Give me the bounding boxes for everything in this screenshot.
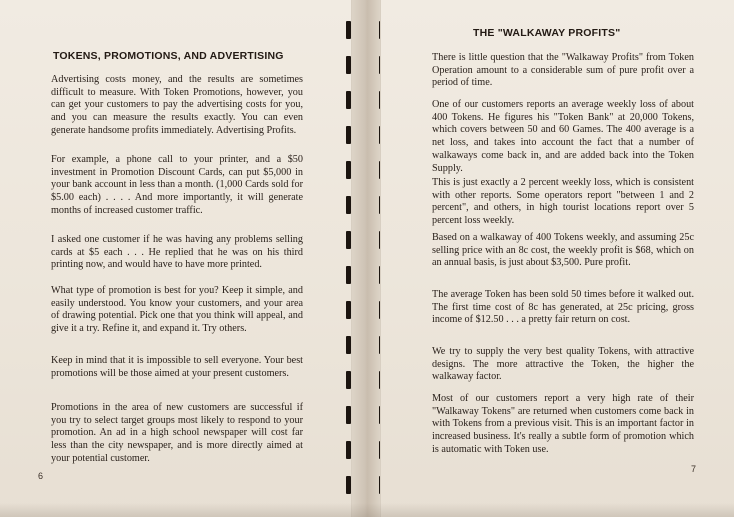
binding-coil <box>346 406 351 424</box>
left-paragraph-3: I asked one customer if he was having any problems selling cards at $5 each . . . He replied that he was on his third printing now, and would have to have more printed. <box>51 234 303 271</box>
binding-coil <box>346 371 351 389</box>
binding-coil <box>346 91 351 109</box>
right-paragraph-7: Most of our customers report a very high rate of their "Walkaway Tokens" are returned when customers come back in with Tokens from a previous visit. This is an important factor in increased business. It's really a subtle form of promotion which is automatic with Token use. <box>432 393 694 455</box>
right-paragraph-6: We try to supply the very best quality Tokens, with attractive designs. The more attractive the Token, the higher the walkaway factor. <box>432 346 694 383</box>
left-paragraph-4: What type of promotion is best for you? Keep it simple, and easily understood. You know your customers, and your area of drawing potential. Pick one that you think will appeal, and give it a try. Refine it, and expand it. Try others. <box>51 285 303 335</box>
binding-coil <box>346 301 351 319</box>
left-paragraph-2: For example, a phone call to your printer, and a $50 investment in Promotion Discount Cards, can put $5,000 in your bank account in less than a month. (1,000 Cards sold for $5.00 each) . . . . And more importantly, it will generate months of increased customer traffic. <box>51 154 303 216</box>
left-page <box>0 0 352 517</box>
binding-coil <box>346 231 351 249</box>
right-page-heading: THE "WALKAWAY PROFITS" <box>473 27 621 39</box>
binding-coil <box>346 441 351 459</box>
right-paragraph-1: There is little question that the "Walkaway Profits" from Token Operation amount to a considerable sum of pure profit over a period of time. <box>432 52 694 89</box>
right-paragraph-5: The average Token has been sold 50 times before it walked out. The first time cost of 8c has generated, at 25c pricing, gross income of $12.50 . . . a pretty fair return on cost. <box>432 289 694 326</box>
left-paragraph-6: Promotions in the area of new customers are successful if you try to select target groups most likely to respond to your promotion. An ad in a high school newspaper will cost far less than the city newspaper, and is more directly aimed at your potential customer. <box>51 402 303 464</box>
binding-coil <box>346 126 351 144</box>
left-page-number: 6 <box>38 471 44 481</box>
binding-coil <box>346 476 351 494</box>
binding-coil <box>346 56 351 74</box>
binding-coil <box>346 266 351 284</box>
left-page-heading: TOKENS, PROMOTIONS, AND ADVERTISING <box>53 50 284 62</box>
right-paragraph-2: One of our customers reports an average weekly loss of about 400 Tokens. He figures his "Token Bank" at 20,000 Tokens, which covers between 50 and 60 Games. The 400 average is a net loss, and takes into account the fact that a number of walkaways come back in, and are added back into the Token Supply. <box>432 99 694 174</box>
right-paragraph-3: This is just exactly a 2 percent weekly loss, which is consistent with other reports. Some operators report "between 1 and 2 percent", and others, in high tourist locations report over 5 percent loss weekly. <box>432 177 694 227</box>
right-paragraph-4: Based on a walkaway of 400 Tokens weekly, and assuming 25c selling price with an 8c cost, the weekly profit is $68, which on an annual basis, is just about $3,500. Pure profit. <box>432 232 694 269</box>
binding-coil <box>346 21 351 39</box>
binding-coil <box>346 196 351 214</box>
spiral-binding <box>352 0 380 517</box>
right-page <box>380 0 734 517</box>
right-page-number: 7 <box>691 464 697 474</box>
binding-coil <box>346 161 351 179</box>
left-paragraph-1: Advertising costs money, and the results are sometimes difficult to measure. With Token Promotions, however, you can get your customers to pay the advertising costs for you, and you can measure the results exactly. You can even generate handsome profits immediately. Advertising Profits. <box>51 74 303 136</box>
binding-coil <box>346 336 351 354</box>
left-paragraph-5: Keep in mind that it is impossible to sell everyone. Your best promotions will be those aimed at your present customers. <box>51 355 303 379</box>
